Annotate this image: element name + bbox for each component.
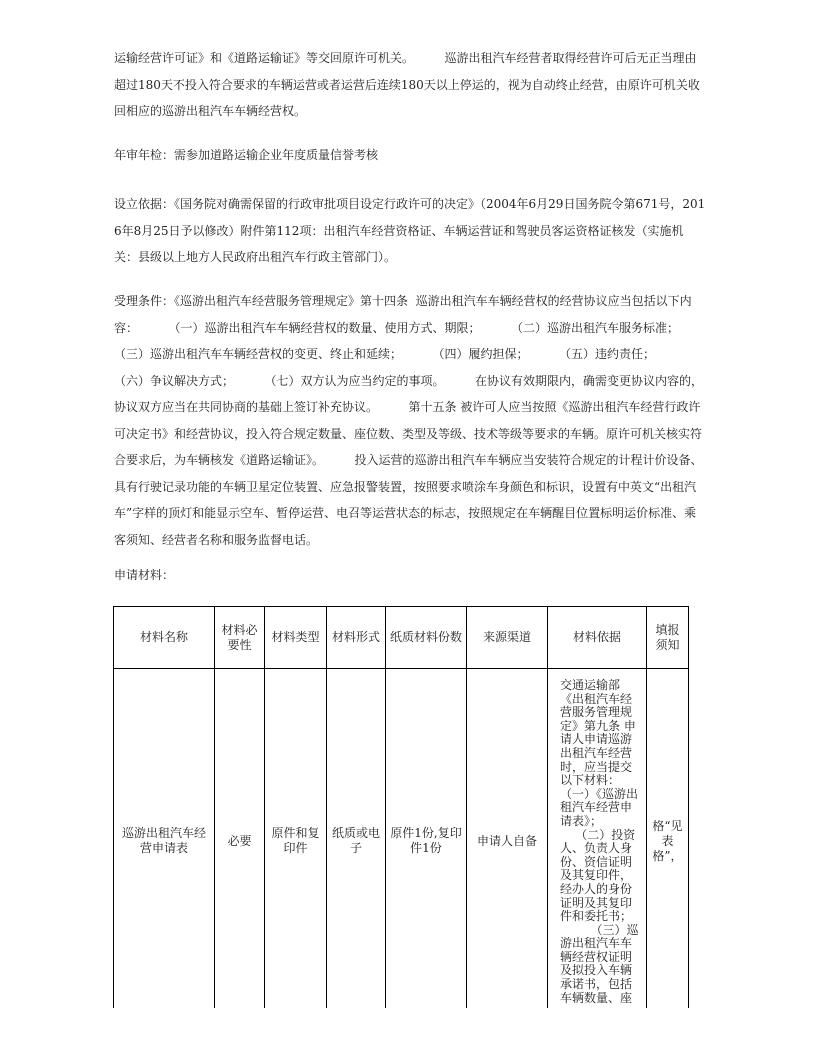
cell-source-channel: 申请人自备 xyxy=(467,669,548,1014)
cell-material-type: 原件和复印件 xyxy=(265,669,327,1014)
header-material-form: 材料形式 xyxy=(327,607,386,669)
table-header-row xyxy=(114,607,689,669)
cell-material-form: 纸质或电子 xyxy=(327,669,386,1014)
header-material-basis: 材料依据 xyxy=(548,607,647,669)
table-row xyxy=(114,669,689,1014)
paragraph-legal-basis: 设立依据：《国务院对确需保留的行政审批项目设定行政许可的决定》（2004年6月29日国务院令第671号，2016年8月25日予以修改）附件第112项：出租汽车经营资格证、车辆运营证和驾驶员客运资格证核发（实施机关：县级以上地方人民政府出租汽车行政主管部门）。 xyxy=(114,197,706,264)
page-bottom-margin xyxy=(0,1008,815,1055)
paragraph-annual-review: 年审年检：需参加道路运输企业年度质量信誉考核 xyxy=(114,148,379,162)
materials-table xyxy=(113,606,689,1014)
paragraph-materials-label: 申请材料： xyxy=(114,568,175,582)
header-material-type: 材料类型 xyxy=(265,607,327,669)
cell-material-necessity: 必要 xyxy=(215,669,265,1014)
cell-paper-copies: 原件1份,复印件1份 xyxy=(386,669,467,1014)
cell-filling-notes: 格“见表格”， xyxy=(647,669,689,1014)
header-source-channel: 来源渠道 xyxy=(467,607,548,669)
header-paper-copies: 纸质材料份数 xyxy=(386,607,467,669)
cell-material-basis: 交通运输部《出租汽车经营服务管理规定》第九条 申请人申请巡游出租汽车经营时，应当提交以下材料： （一）《巡游出租汽车经营申请表》； （二）投资人、负责人身份、资信证明及其复印件，经办人的身份证明及其复印件和委托书； （三）巡游出租汽车车辆经营权证明及拟投入车辆承诺书，包括车辆数量、座 xyxy=(548,669,647,1014)
cell-material-name: 巡游出租汽车经营申请表 xyxy=(114,669,215,1014)
paragraph-intro: 运输经营许可证》和《道路运输证》等交回原许可机关。 巡游出租汽车经营者取得经营许可后无正当理由超过180天不投入符合要求的车辆运营或者运营后连续180天以上停运的，视为自动终止经营，由原许可机关收回相应的巡游出租汽车车辆经营权。 xyxy=(114,51,700,118)
paragraph-acceptance-conditions: 受理条件：《巡游出租汽车经营服务管理规定》第十四条 巡游出租汽车车辆经营权的经营协议应当包括以下内容： （一）巡游出租汽车车辆经营权的数量、使用方式、期限； （二）巡游出租汽车服务标准； （三）巡游出租汽车车辆经营权的变更、终止和延续； （四）履约担保； （五）违约责任； （六）争议解决方式； （七）双方认为应当约定的事项。 在协议有效期限内，确需变更协议内容的，协议双方应当在共同协商的基础上签订补充协议。 第十五条 被许可人应当按照《巡游出租汽车经营行政许可决定书》和经营协议，投入符合规定数量、座位数、类型及等级、技术等级等要求的车辆。原许可机关核实符合要求后，为车辆核发《道路运输证》。 投入运营的巡游出租汽车车辆应当安装符合规定的计程计价设备、具有行驶记录功能的车辆卫星定位装置、应急报警装置，按照要求喷涂车身颜色和标识，设置有中英文“出租汽车”字样的顶灯和能显示空车、暂停运营、电召等运营状态的标志，按照规定在车辆醒目位置标明运价标准、乘客须知、经营者名称和服务监督电话。 xyxy=(114,294,710,547)
header-filling-notes: 填报须知 xyxy=(647,607,689,669)
header-material-name: 材料名称 xyxy=(114,607,215,669)
header-material-necessity: 材料必要性 xyxy=(215,607,265,669)
